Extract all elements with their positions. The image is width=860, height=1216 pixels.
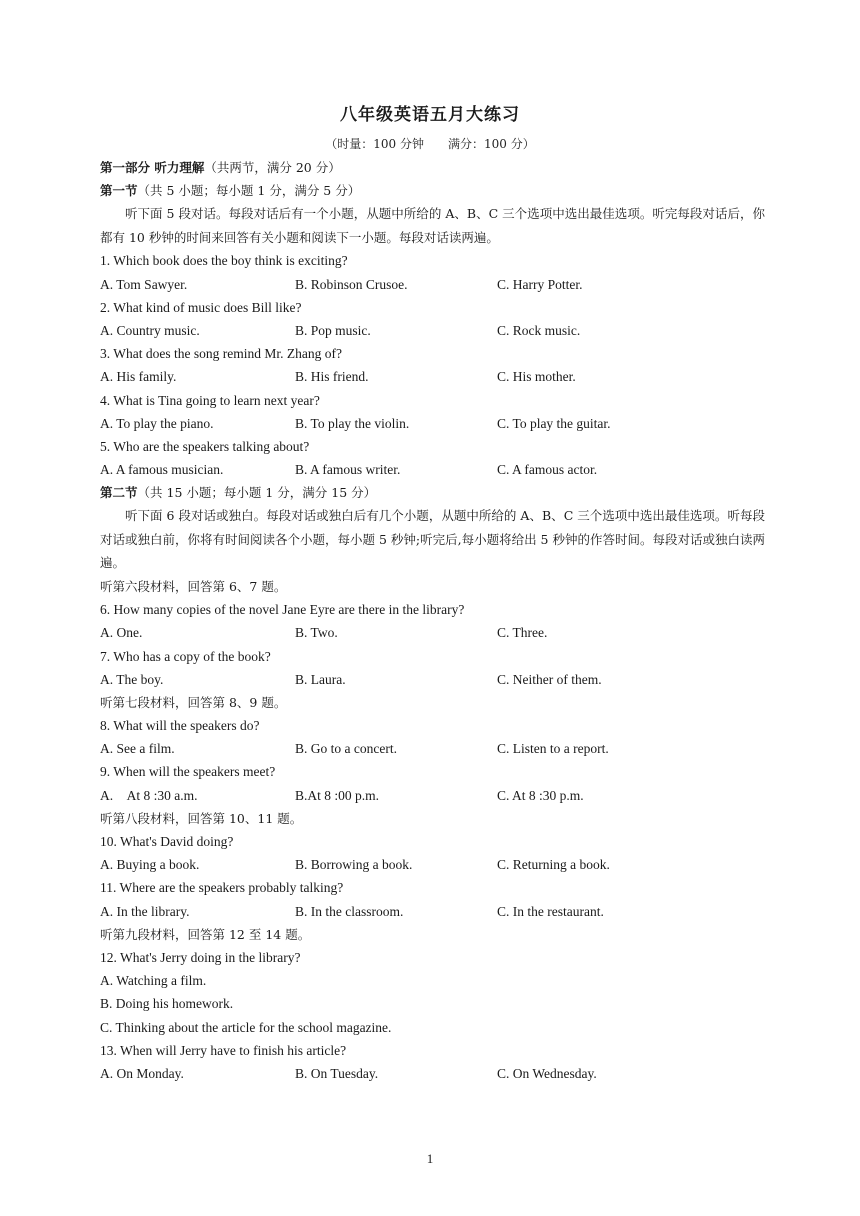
option-b: B. Go to a concert. [295,741,397,757]
question-13: 13. When will Jerry have to finish his article? [100,1042,347,1058]
option-a: A. One. [100,625,143,641]
option-b: B. A famous writer. [295,462,401,478]
question-8: 8. What will the speakers do? [100,718,260,734]
question-5: 5. Who are the speakers talking about? [100,438,310,454]
options-1 [100,273,765,296]
option-a: A. His family. [100,369,177,385]
option-c: C. A famous actor. [497,462,598,478]
part1-heading-note: （共两节，满分 20 分） [204,160,341,175]
option-a: A. Buying a book. [100,857,200,873]
material-9-label: 听第九段材料，回答第 12 至 14 题。 [100,926,311,942]
section1-heading [100,179,765,202]
question-10: 10. What's David doing? [100,834,234,849]
options-4 [100,412,765,435]
question-3: 3. What does the song remind Mr. Zhang of? [100,346,342,362]
option-b: B. Laura. [295,671,346,687]
question-6: 6. How many copies of the novel Jane Eyre are there in the library? [100,602,465,618]
option-b: B. Pop music. [295,322,371,338]
option-b: B. On Tuesday. [295,1065,379,1081]
option-c: C. Harry Potter. [497,276,583,292]
option-b: B. In the classroom. [295,903,404,919]
exam-subtitle: （时量：100 分钟 满分：100 分） [325,137,535,151]
section1-heading-text: 第一节 [100,183,138,199]
page-number: 1 [426,1151,434,1166]
option-c: C. In the restaurant. [497,903,604,919]
option-c: C. Returning a book. [497,857,610,873]
section2-heading-text: 第二节 [100,485,138,501]
part1-heading-text: 第一部分 听力理解 [100,160,205,175]
material-6-label: 听第六段材料，回答第 6、7 题。 [100,578,287,594]
exam-title: 八年级英语五月大练习 [340,105,520,125]
option-c: C. Listen to a report. [497,741,609,757]
question-9: 9. When will the speakers meet? [100,764,276,780]
option-b: B. Borrowing a book. [295,857,413,873]
section1-instructions: 听下面 5 段对话。每段对话后有一个小题，从题中所给的 A、B、C 三个选项中选出最佳选项。听完每段对话后，你都有 10 秒钟的时间来回答有关小题和阅读下一小题。每段对话读两遍。 [100,206,765,245]
option-12-c: C. Thinking about the article for the school magazine. [100,1019,392,1035]
option-c: C. On Wednesday. [497,1065,597,1081]
options-6 [100,621,765,644]
option-12-b: B. Doing his homework. [100,996,234,1012]
option-c: C. Rock music. [497,322,581,338]
exam-content [100,156,765,1085]
option-a: A. A famous musician. [100,462,224,478]
options-7 [100,668,765,691]
option-a: A. See a film. [100,741,175,757]
option-a: A. At 8 :30 a.m. [100,787,198,803]
material-8-label: 听第八段材料，回答第 10、11 题。 [100,810,303,826]
options-5 [100,458,765,481]
section2-instructions: 听下面 6 段对话或独白。每段对话或独白后有几个小题，从题中所给的 A、B、C 三个选项中选出最佳选项。听每段对话或独白前，你将有时间阅读各个小题，每小题 5 秒钟;听完后,每小题将给出 5 秒钟的作答时间。每段对话或独白读两遍。 [100,508,765,571]
section1-note: （共 5 小题；每小题 1 分，满分 5 分） [137,183,361,199]
options-11 [100,900,765,923]
question-7: 7. Who has a copy of the book? [100,648,271,664]
option-b: B.At 8 :00 p.m. [295,787,380,803]
option-12-a: A. Watching a film. [100,973,207,989]
option-a: A. The boy. [100,671,164,687]
option-b: B. To play the violin. [295,415,410,431]
option-a: A. To play the piano. [100,415,214,431]
option-c: C. Three. [497,625,548,641]
option-c: C. His mother. [497,369,576,385]
option-b: B. His friend. [295,369,369,385]
options-10 [100,853,765,876]
options-2 [100,319,765,342]
material-7-label: 听第七段材料，回答第 8、9 题。 [100,694,287,710]
question-12: 12. What's Jerry doing in the library? [100,949,301,965]
option-c: C. To play the guitar. [497,415,611,431]
option-c: C. Neither of them. [497,671,602,687]
section2-heading [100,481,765,504]
options-9 [100,784,765,807]
options-8 [100,737,765,760]
question-11: 11. Where are the speakers probably talking? [100,880,344,896]
option-a: A. Tom Sawyer. [100,276,188,292]
question-4: 4. What is Tina going to learn next year? [100,392,320,408]
option-c: C. At 8 :30 p.m. [497,787,584,803]
question-1: 1. Which book does the boy think is exciting? [100,253,348,269]
option-b: B. Two. [295,625,338,641]
option-a: A. In the library. [100,903,190,919]
options-13 [100,1062,765,1085]
option-a: A. Country music. [100,322,200,338]
options-3 [100,365,765,388]
question-2: 2. What kind of music does Bill like? [100,299,302,315]
option-a: A. On Monday. [100,1065,184,1081]
option-b: B. Robinson Crusoe. [295,276,408,292]
section2-note: （共 15 小题；每小题 1 分，满分 15 分） [137,485,377,501]
part1-heading [100,156,765,179]
